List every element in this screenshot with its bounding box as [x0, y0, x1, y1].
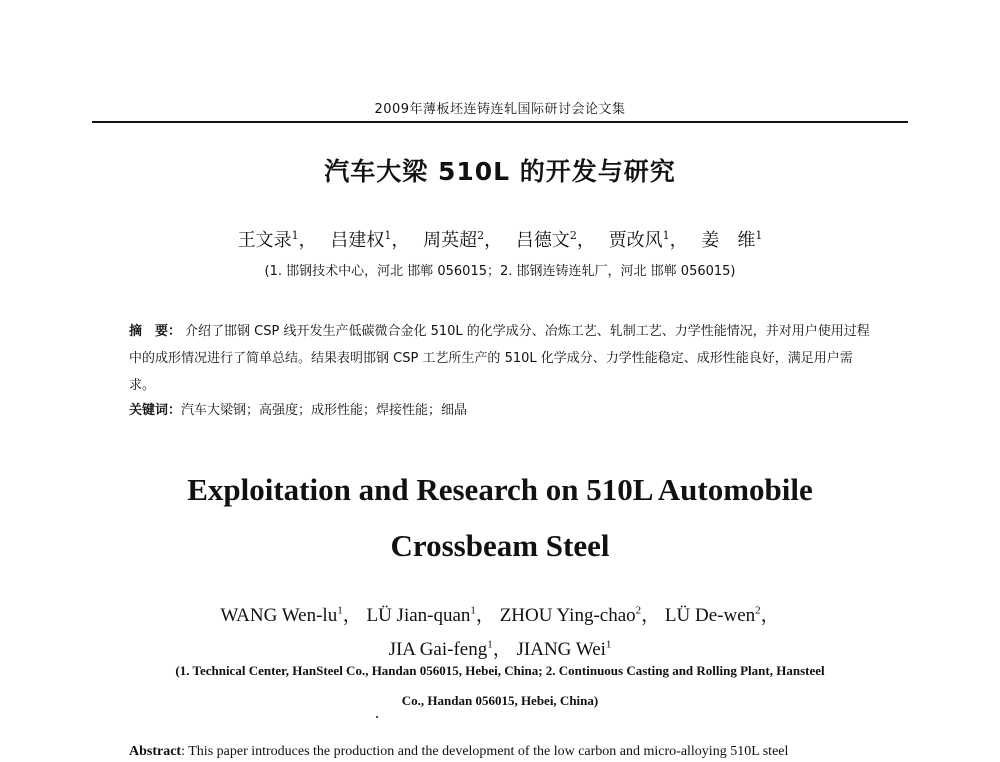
author-cn-aff: 1	[662, 229, 670, 242]
authors-chinese	[0, 226, 1000, 252]
abstract-chinese	[129, 318, 875, 399]
author-en-name: LÜ De-wen	[664, 605, 756, 627]
author-cn-4	[516, 230, 595, 251]
author-en-name: WANG Wen-lu	[220, 605, 338, 627]
affiliation-english	[120, 656, 880, 716]
author-en-4	[665, 605, 780, 626]
author-cn-6	[701, 230, 762, 251]
author-separator: ，	[576, 230, 595, 251]
header-rule	[92, 121, 908, 123]
author-en-aff: 1	[470, 605, 476, 617]
author-separator: ，	[492, 638, 512, 660]
keywords-chinese	[129, 400, 875, 422]
author-en-aff: 1	[605, 638, 612, 651]
author-cn-name: 吕德文	[515, 230, 570, 251]
abstract-cn-label: 摘 要：	[129, 324, 182, 339]
abstract-english	[129, 742, 875, 762]
author-separator: ，	[298, 230, 317, 251]
author-cn-aff: 1	[291, 229, 299, 242]
author-en-3	[500, 605, 660, 626]
author-en-name: JIA Gai-feng	[388, 638, 488, 660]
author-en-aff: 2	[755, 605, 761, 617]
title-en-line-2: Crossbeam Steel	[390, 528, 610, 563]
title-chinese: 汽车大梁 510L 的开发与研究	[324, 157, 676, 186]
author-cn-aff: 2	[569, 229, 577, 242]
author-cn-name: 姜 维	[701, 230, 756, 251]
author-en-name: JIANG Wei	[516, 638, 606, 660]
author-separator: ，	[669, 230, 688, 251]
keywords-cn-text: 汽车大梁钢；高强度；成形性能；焊接性能；细晶	[181, 403, 468, 418]
author-cn-aff: 1	[384, 229, 392, 242]
author-separator: ，	[484, 230, 503, 251]
author-separator: ，	[641, 605, 661, 627]
author-en-name: ZHOU Ying-chao	[499, 605, 636, 627]
author-cn-5	[609, 230, 688, 251]
author-cn-1	[238, 230, 317, 251]
author-separator: ，	[475, 605, 495, 627]
affiliation-chinese: (1. 邯钢技术中心，河北 邯郸 056015；2. 邯钢连铸连轧厂，河北 邯郸 056015)	[264, 264, 736, 279]
author-cn-aff: 1	[755, 229, 763, 242]
author-separator: ，	[760, 605, 780, 627]
author-en-aff: 1	[487, 638, 493, 651]
abstract-cn-text: 介绍了邯钢 CSP 线开发生产低碳微合金化 510L 的化学成分、冶炼工艺、轧制工艺、力学性能情况，并对用户使用过程中的成形情况进行了简单总结。结果表明邯钢 CSP 工艺所生产的 510L 化学成分、力学性能稳定、成形性能良好，满足用户需求。	[129, 324, 870, 393]
author-cn-name: 贾改风	[608, 230, 663, 251]
author-en-aff: 2	[635, 605, 642, 617]
author-cn-name: 周英超	[423, 230, 478, 251]
author-en-name: LÜ Jian-quan	[366, 605, 471, 627]
author-cn-aff: 2	[477, 229, 485, 242]
abstract-en-text: : This paper introduces the production and the development of the low carbon and micro-alloying 510L steel	[181, 744, 789, 759]
keywords-cn-label: 关键词：	[129, 403, 182, 418]
author-separator: ，	[342, 605, 362, 627]
title-english	[0, 462, 1000, 574]
affiliation-en-line-1: (1. Technical Center, HanSteel Co., Handan 056015, Hebei, China; 2. Continuous Casting and Rolling Plant, Hansteel	[175, 663, 825, 678]
author-en-2	[366, 605, 494, 626]
affiliation-en-line-2: Co., Handan 056015, Hebei, China)	[401, 693, 599, 708]
author-cn-name: 吕建权	[330, 230, 385, 251]
abstract-en-label: Abstract	[129, 744, 182, 759]
author-separator: ，	[391, 230, 410, 251]
author-cn-3	[423, 230, 502, 251]
running-header: 2009年薄板坯连铸连轧国际研讨会论文集	[374, 102, 626, 117]
author-cn-name: 王文录	[237, 230, 292, 251]
title-en-line-1: Exploitation and Research on 510L Automobile	[187, 472, 813, 507]
author-en-1	[220, 605, 361, 626]
authors-en-line-1	[0, 597, 1000, 630]
author-cn-2	[330, 230, 409, 251]
authors-english	[0, 597, 1000, 664]
author-en-aff: 1	[337, 605, 343, 617]
scan-speck	[376, 716, 378, 718]
